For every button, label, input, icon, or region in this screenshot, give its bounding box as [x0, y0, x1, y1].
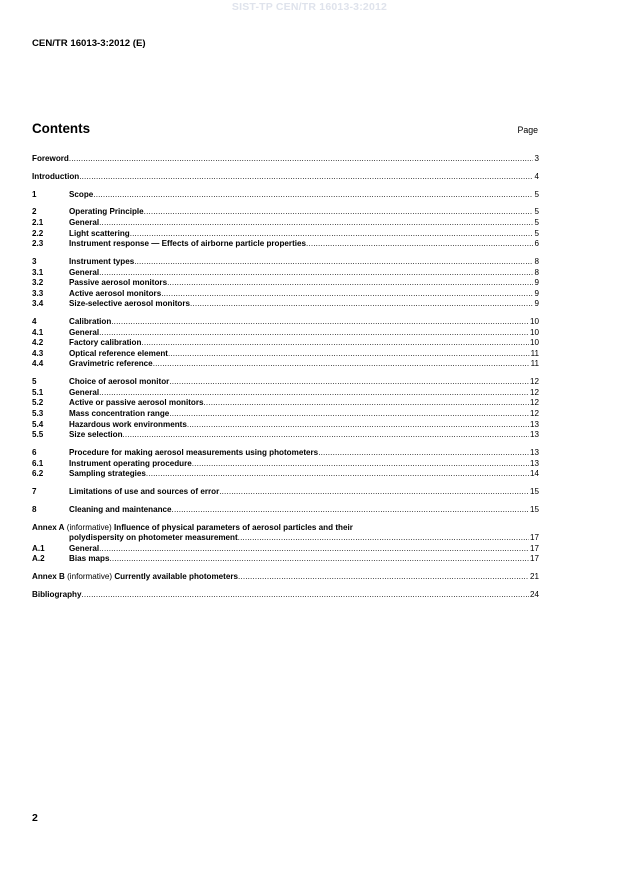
- toc-entry-general-5-1[interactable]: [32, 388, 539, 399]
- annex-note: (informative): [64, 522, 115, 532]
- toc-entry-number: 1: [32, 189, 37, 199]
- toc-entry-title: Bibliography: [32, 589, 82, 599]
- toc-entry-optical-reference-element[interactable]: [32, 349, 539, 360]
- toc-entry-calibration[interactable]: [32, 317, 539, 328]
- toc-entry-title: Light scattering: [69, 228, 130, 238]
- toc-entry-number: 2.2: [32, 228, 44, 238]
- toc-entry-operating-principle[interactable]: [32, 207, 539, 218]
- dot-leader: [219, 487, 529, 498]
- toc-entry-page: 15: [529, 504, 539, 514]
- toc-entry-light-scattering[interactable]: [32, 229, 539, 240]
- dot-leader: [238, 572, 529, 583]
- toc-entry-page: 14: [529, 469, 539, 479]
- toc-entry-title: [32, 572, 238, 583]
- dot-leader: [110, 554, 529, 565]
- toc-entry-title: Passive aerosol monitors: [69, 278, 168, 288]
- toc-entry-number: 5: [32, 377, 37, 387]
- dot-leader: [134, 257, 533, 268]
- toc-entry-number: 2: [32, 207, 37, 217]
- toc-entry-number: 3.1: [32, 267, 44, 277]
- toc-entry-choice-of-aerosol-monitor[interactable]: [32, 377, 539, 388]
- toc-entry-cleaning-and-maintenance[interactable]: [32, 505, 539, 516]
- toc-entry-number: 2.3: [32, 239, 44, 249]
- toc-entry-page: 9: [534, 278, 539, 288]
- toc-entry-page: 17: [529, 543, 539, 553]
- toc-entry-page: 21: [529, 572, 539, 582]
- page-number: 2: [32, 812, 38, 824]
- dot-leader: [238, 533, 529, 544]
- toc-entry-title: Instrument response — Effects of airborne particle properties: [69, 239, 307, 249]
- toc-entry-page: 13: [529, 447, 539, 457]
- toc-entry-title: General: [69, 217, 100, 227]
- toc-entry-active-or-passive-aerosol-monitors[interactable]: [32, 398, 539, 409]
- dot-leader: [167, 278, 533, 289]
- dot-leader: [161, 289, 533, 300]
- dot-leader: [141, 338, 529, 349]
- toc-entry-title: Instrument types: [69, 256, 135, 266]
- toc-entry-title: Calibration: [69, 317, 112, 327]
- toc-entry-title: Choice of aerosol monitor: [69, 377, 170, 387]
- toc-entry-title: Optical reference element: [69, 348, 168, 358]
- toc-entry-annex-a[interactable]: [32, 523, 539, 534]
- toc-entry-number: 3: [32, 256, 37, 266]
- toc-entry-page: 13: [529, 419, 539, 429]
- toc-entry-title: Introduction: [32, 171, 80, 181]
- toc-entry-title: General: [69, 267, 100, 277]
- dot-leader: [93, 190, 533, 201]
- toc-entry-title: Operating Principle: [69, 207, 144, 217]
- dot-leader: [99, 328, 529, 339]
- dot-leader: [123, 430, 529, 441]
- toc-entry-number: 4.2: [32, 338, 44, 348]
- toc-entry-page: 9: [534, 299, 539, 309]
- toc-entry-title: Mass concentration range: [69, 409, 170, 418]
- dot-leader: [306, 239, 533, 250]
- toc-entry-scope[interactable]: [32, 190, 539, 201]
- toc-entry-page: 6: [534, 239, 539, 249]
- table-of-contents: [32, 154, 539, 600]
- toc-entry-foreword[interactable]: [32, 154, 539, 165]
- toc-entry-number: 2.1: [32, 217, 44, 227]
- toc-entry-title: Bias maps: [69, 554, 110, 564]
- toc-entry-page: 10: [529, 317, 539, 327]
- toc-entry-passive-aerosol-monitors[interactable]: [32, 278, 539, 289]
- dot-leader: [99, 268, 533, 279]
- toc-entry-page: 10: [529, 327, 539, 337]
- annex-note: (informative): [64, 572, 115, 582]
- toc-entry-general-2-1[interactable]: [32, 218, 539, 229]
- toc-entry-number: 4.1: [32, 327, 44, 337]
- toc-entry-number: 7: [32, 486, 37, 496]
- toc-entry-title: Gravimetric reference: [69, 359, 153, 369]
- toc-entry-bibliography[interactable]: [32, 590, 539, 601]
- dot-leader: [192, 459, 529, 470]
- dot-leader: [111, 317, 529, 328]
- toc-entry-page: 10: [529, 338, 539, 348]
- annex-label: Annex B: [32, 572, 65, 582]
- toc-entry-title: General: [69, 327, 100, 337]
- toc-entry-number: 5.4: [32, 419, 44, 429]
- toc-entry-title: Size-selective aerosol monitors: [69, 299, 191, 309]
- dot-leader: [153, 359, 530, 370]
- dot-leader: [99, 218, 533, 229]
- dot-leader: [81, 590, 529, 601]
- toc-entry-number: 3.3: [32, 288, 44, 298]
- dot-leader: [187, 420, 529, 431]
- toc-entry-page: 12: [529, 398, 539, 408]
- toc-entry-number: 6.2: [32, 469, 44, 479]
- toc-entry-page: 17: [529, 533, 539, 543]
- dot-leader: [204, 398, 529, 409]
- contents-title: Contents: [32, 121, 91, 136]
- toc-entry-general-3-1[interactable]: [32, 268, 539, 279]
- toc-entry-number: 8: [32, 504, 37, 514]
- dot-leader: [169, 409, 529, 420]
- annex-label: Annex A: [32, 522, 65, 532]
- toc-entry-page: 12: [529, 387, 539, 397]
- toc-entry-number: 3.2: [32, 278, 44, 288]
- toc-entry-number: 5.1: [32, 387, 44, 397]
- annex-title: Influence of physical parameters of aerosol particles and their: [114, 522, 353, 532]
- dot-leader: [190, 299, 533, 310]
- dot-leader: [172, 505, 529, 516]
- toc-entry-title: Factory calibration: [69, 338, 142, 348]
- toc-entry-title: Procedure for making aerosol measurements using photometers: [69, 447, 319, 457]
- toc-entry-number: 4: [32, 317, 37, 327]
- toc-entry-introduction[interactable]: [32, 172, 539, 183]
- toc-entry-limitations[interactable]: [32, 487, 539, 498]
- toc-entry-title: Hazardous work environments: [69, 419, 187, 429]
- toc-entry-page: 11: [530, 348, 539, 358]
- toc-entry-number: 4.4: [32, 359, 44, 369]
- toc-entry-number: A.2: [32, 554, 45, 564]
- dot-leader: [99, 388, 529, 399]
- toc-entry-title: Scope: [69, 189, 94, 199]
- document-id: CEN/TR 16013-3:2012 (E): [32, 38, 146, 49]
- toc-entry-general-a-1[interactable]: [32, 544, 539, 555]
- dot-leader: [169, 377, 529, 388]
- toc-entry-number: 3.4: [32, 299, 44, 309]
- watermark-text: SIST-TP CEN/TR 16013-3:2012: [231, 1, 388, 13]
- page-column-label: Page: [517, 125, 538, 135]
- toc-entry-page: 5: [534, 228, 539, 238]
- toc-entry-title: polydispersity on photometer measurement: [69, 533, 238, 543]
- toc-entry-number: 5.5: [32, 430, 44, 440]
- toc-entry-active-aerosol-monitors[interactable]: [32, 289, 539, 300]
- toc-entry-general-4-1[interactable]: [32, 328, 539, 339]
- toc-entry-page: 8: [534, 267, 539, 277]
- toc-entry-number: 6: [32, 447, 37, 457]
- toc-entry-page: 5: [534, 207, 539, 217]
- toc-entry-title: General: [69, 387, 100, 397]
- dot-leader: [146, 469, 529, 480]
- toc-entry-page: 12: [529, 409, 539, 418]
- toc-entry-sampling-strategies[interactable]: [32, 469, 539, 480]
- toc-entry-instrument-operating-procedure[interactable]: [32, 459, 539, 470]
- toc-entry-page: 17: [529, 554, 539, 564]
- toc-entry-annex-a-continued[interactable]: [32, 533, 539, 544]
- toc-entry-page: 12: [529, 377, 539, 387]
- toc-entry-hazardous-work-environments[interactable]: [32, 420, 539, 431]
- toc-entry-factory-calibration[interactable]: [32, 338, 539, 349]
- toc-entry-annex-b[interactable]: [32, 572, 539, 583]
- toc-entry-page: 24: [529, 589, 539, 599]
- dot-leader: [168, 349, 530, 360]
- dot-leader: [79, 172, 533, 183]
- toc-entry-size-selective-aerosol-monitors[interactable]: [32, 299, 539, 310]
- toc-entry-instrument-types[interactable]: [32, 257, 539, 268]
- toc-entry-page: 13: [529, 458, 539, 468]
- toc-entry-number: A.1: [32, 543, 45, 553]
- toc-entry-number: 5.2: [32, 398, 44, 408]
- toc-entry-page: 3: [534, 154, 539, 163]
- toc-entry-title: Cleaning and maintenance: [69, 504, 172, 514]
- toc-entry-instrument-response[interactable]: [32, 239, 539, 250]
- toc-entry-number: 5.3: [32, 409, 44, 418]
- toc-entry-title: Foreword: [32, 154, 69, 163]
- dot-leader: [144, 207, 534, 218]
- dot-leader: [130, 229, 534, 240]
- toc-entry-page: 13: [529, 430, 539, 440]
- toc-entry-number: 6.1: [32, 458, 44, 468]
- toc-entry-title: Limitations of use and sources of error: [69, 486, 220, 496]
- toc-entry-page: 4: [534, 171, 539, 181]
- dot-leader: [69, 154, 534, 165]
- toc-entry-gravimetric-reference[interactable]: [32, 359, 539, 370]
- toc-entry-page: 8: [534, 256, 539, 266]
- toc-entry-number: 4.3: [32, 348, 44, 358]
- toc-entry-title: Size selection: [69, 430, 123, 440]
- dot-leader: [318, 448, 529, 459]
- toc-entry-title: Sampling strategies: [69, 469, 146, 479]
- toc-entry-page: 9: [534, 288, 539, 298]
- toc-entry-bias-maps[interactable]: [32, 554, 539, 565]
- toc-entry-title: Active or passive aerosol monitors: [69, 398, 204, 408]
- toc-entry-page: 11: [530, 359, 539, 369]
- toc-entry-title: Active aerosol monitors: [69, 288, 162, 298]
- dot-leader: [99, 544, 529, 555]
- toc-entry-title: General: [69, 543, 100, 553]
- toc-entry-mass-concentration-range[interactable]: [32, 409, 539, 420]
- toc-entry-page: 5: [534, 217, 539, 227]
- toc-entry-page: 15: [529, 486, 539, 496]
- toc-entry-page: 5: [534, 189, 539, 199]
- annex-title: Currently available photometers: [114, 572, 239, 582]
- toc-entry-size-selection[interactable]: [32, 430, 539, 441]
- toc-entry-procedure[interactable]: [32, 448, 539, 459]
- toc-entry-title: [32, 523, 353, 534]
- toc-entry-title: Instrument operating procedure: [69, 458, 192, 468]
